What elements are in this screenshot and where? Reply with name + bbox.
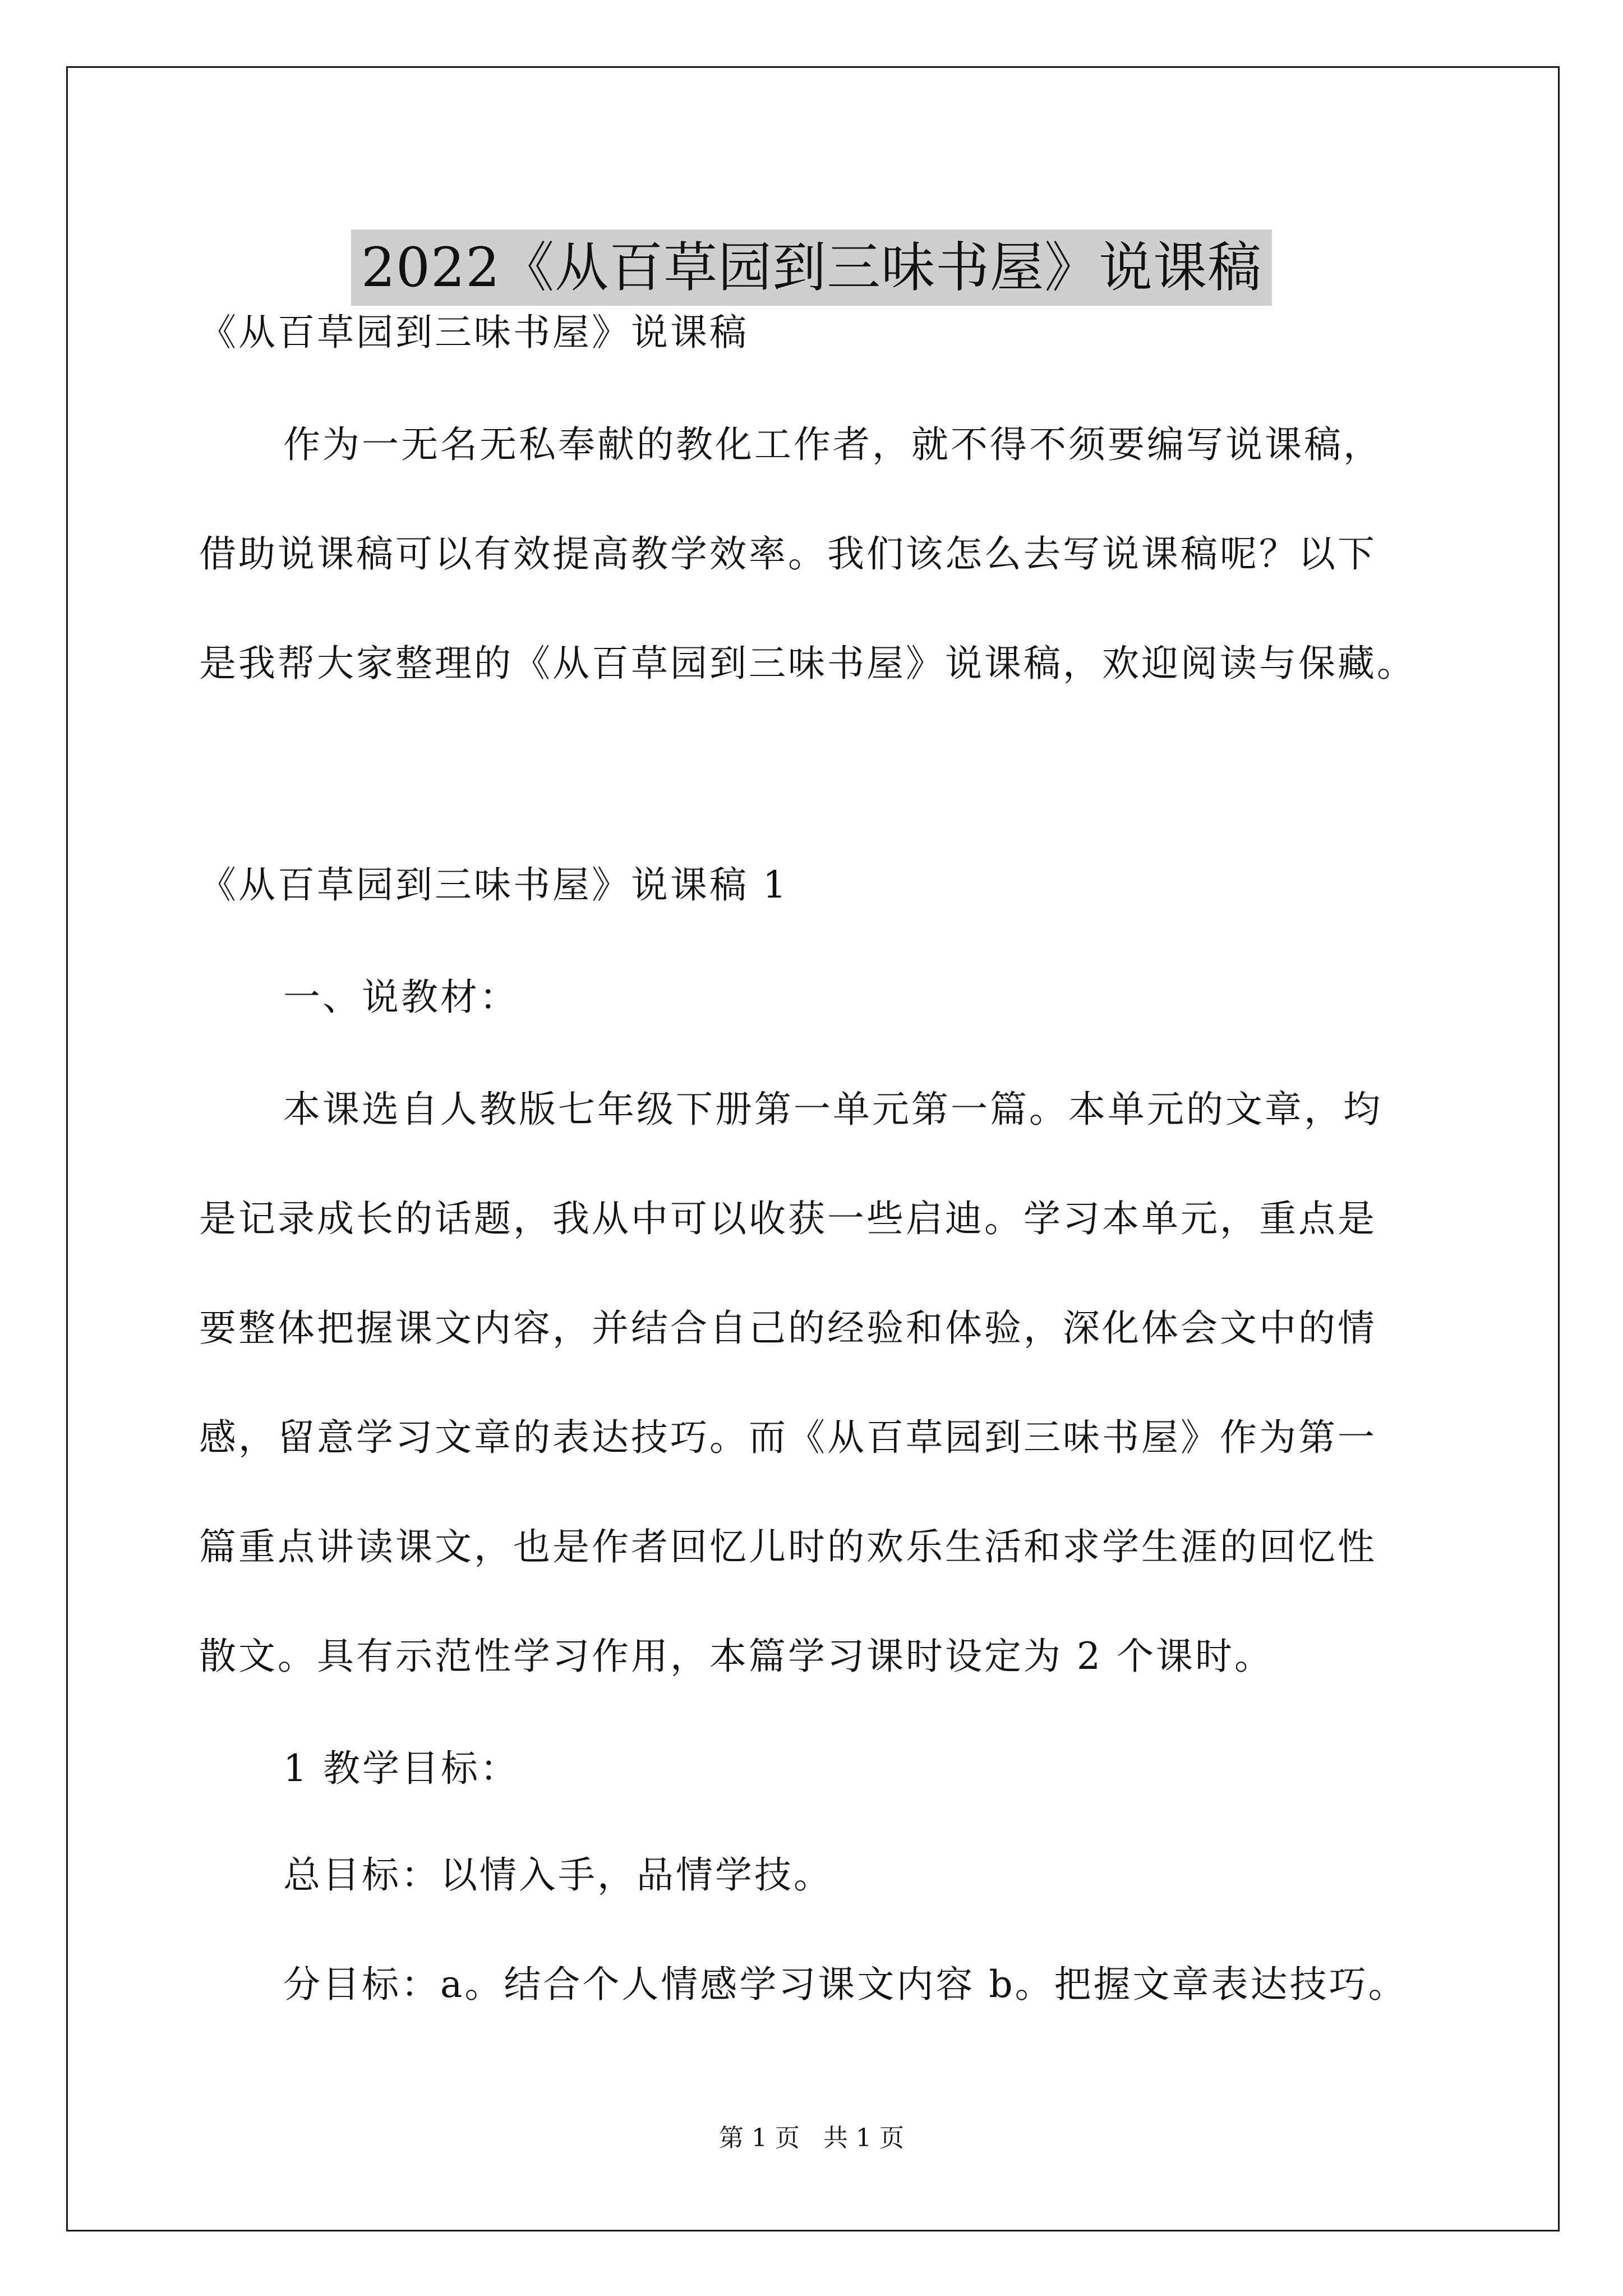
- body-line-4: 感，留意学习文章的表达技巧。而《从百草园到三味书屋》作为第一: [199, 1416, 1377, 1459]
- page-border: [66, 66, 1560, 2231]
- intro-line-1: 作为一无名无私奉献的教化工作者，就不得不须要编写说课稿，: [283, 423, 1382, 466]
- goal-sub: 分目标：a。结合个人情感学习课文内容 b。把握文章表达技巧。: [283, 1963, 1408, 2006]
- body-line-1: 本课选自人教版七年级下册第一单元第一篇。本单元的文章，均: [283, 1088, 1382, 1131]
- document-title: 2022《从百草园到三味书屋》说课稿: [351, 229, 1272, 306]
- document-subtitle: 《从百草园到三味书屋》说课稿: [199, 311, 749, 354]
- body-line-6: 散文。具有示范性学习作用，本篇学习课时设定为 2 个课时。: [199, 1635, 1274, 1678]
- body-line-5: 篇重点讲读课文，也是作者回忆儿时的欢乐生活和求学生涯的回忆性: [199, 1525, 1377, 1568]
- heading-teaching-material: 一、说教材：: [283, 976, 519, 1019]
- goal-overall: 总目标：以情入手，品情学技。: [283, 1853, 833, 1897]
- body-line-2: 是记录成长的话题，我从中可以收获一些启迪。学习本单元，重点是: [199, 1197, 1377, 1240]
- body-line-3: 要整体把握课文内容，并结合自己的经验和体验，深化体会文中的情: [199, 1306, 1377, 1350]
- page-number: 第 1 页 共 1 页: [719, 2124, 904, 2152]
- section-title: 《从百草园到三味书屋》说课稿 1: [199, 863, 789, 907]
- goal-heading: 1 教学目标：: [283, 1747, 519, 1790]
- intro-line-2: 借助说课稿可以有效提高教学效率。我们该怎么去写说课稿呢？以下: [199, 532, 1377, 576]
- intro-line-3: 是我帮大家整理的《从百草园到三味书屋》说课稿，欢迎阅读与保藏。: [199, 642, 1416, 685]
